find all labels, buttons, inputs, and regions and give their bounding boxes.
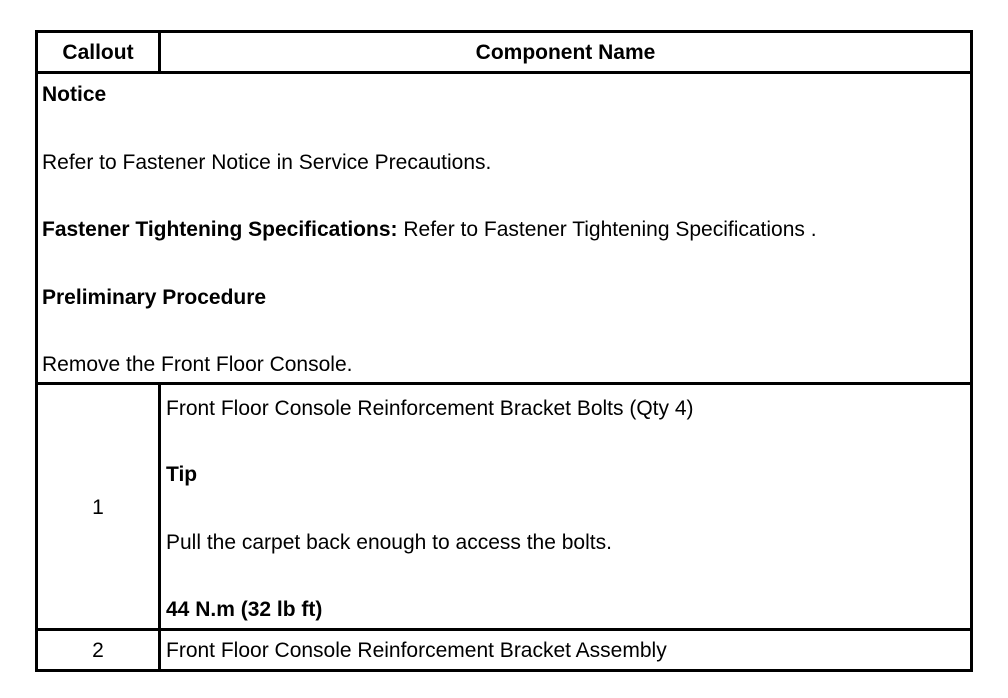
row2-callout: 2 xyxy=(92,639,104,662)
preliminary-procedure-text: Remove the Front Floor Console. xyxy=(42,353,353,376)
preliminary-procedure-title: Preliminary Procedure xyxy=(42,286,267,309)
header-divider xyxy=(38,71,970,74)
row1-callout: 1 xyxy=(92,496,104,519)
row1-torque: 44 N.m (32 lb ft) xyxy=(166,598,323,621)
row1-tip-text: Pull the carpet back enough to access the bolts. xyxy=(166,531,612,554)
row1-tip-title: Tip xyxy=(166,463,198,486)
rows-column-divider xyxy=(158,382,161,672)
row-divider xyxy=(38,628,970,631)
notice-divider xyxy=(38,382,970,385)
fastener-spec-text: Refer to Fastener Tightening Specifications . xyxy=(397,218,817,241)
header-component-name: Component Name xyxy=(475,41,656,64)
notice-title: Notice xyxy=(42,83,107,106)
notice-text: Refer to Fastener Notice in Service Precautions. xyxy=(42,151,492,174)
component-table xyxy=(35,30,973,672)
row2-name: Front Floor Console Reinforcement Bracket Assembly xyxy=(166,639,667,662)
row1-name: Front Floor Console Reinforcement Bracket Bolts (Qty 4) xyxy=(166,397,694,420)
fastener-spec-line xyxy=(42,218,817,242)
header-callout: Callout xyxy=(62,41,134,64)
fastener-spec-label: Fastener Tightening Specifications: xyxy=(42,218,398,241)
